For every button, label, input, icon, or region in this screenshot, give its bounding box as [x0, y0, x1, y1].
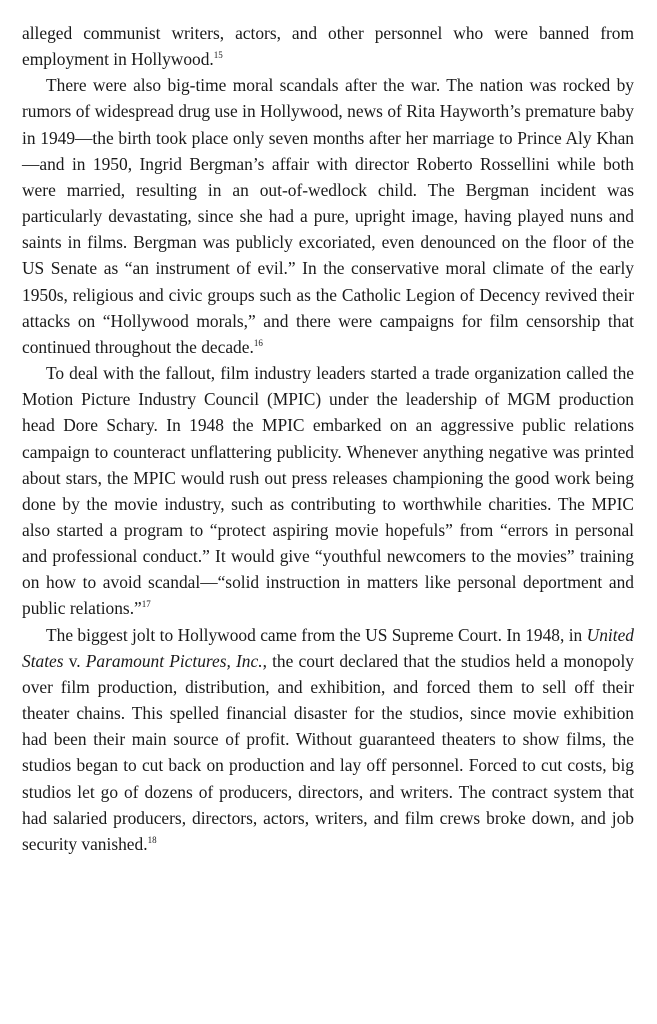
paragraph-4	[22, 622, 634, 857]
paragraph-3	[22, 360, 634, 622]
paragraph-text: The biggest jolt to Hollywood came from the US Supreme Court. In 1948, in	[46, 624, 587, 645]
paragraph-text: There were also big-time moral scandals after the war. The nation was rocked by rumors of widespread drug use in Hollywood, news of Rita Hayworth’s premature baby in 1949—the birth took place only seven months after her marriage to Prince Aly Khan—and in 1950, Ingrid Bergman’s affair with director Roberto Rossellini while both were married, resulting in an out-of-wedlock child. The Bergman incident was particularly devastating, since she had a pure, upright image, having played nuns and saints in films. Bergman was publicly excoriated, even denounced on the floor of the US Senate as “an instrument of evil.” In the conservative moral climate of the early 1950s, religious and civic groups such as the Catholic Legion of Decency revived their attacks on “Hollywood morals,” and there were campaigns for film censorship that continued throughout the decade.	[22, 75, 634, 357]
paragraph-text: To deal with the fallout, film industry leaders started a trade organization called the Motion Picture Industry Council (MPIC) under the leadership of MGM production head Dore Schary. In 1948 the MPIC embarked on an aggressive public relations campaign to counteract unflattering publicity. Whenever anything negative was printed about stars, the MPIC would rush out press releases championing the good work being done by the movie industry, such as contributing to worthwhile charities. The MPIC also started a program to “protect aspiring movie hopefuls” from “errors in personal and professional conduct.” It would give “youthful newcomers to the movies” training on how to avoid scandal—“solid instruction in matters like personal deportment and public relations.”	[22, 363, 634, 619]
book-page-body	[22, 20, 634, 857]
footnote-ref-18[interactable]: 18	[147, 835, 157, 846]
paragraph-text: v.	[63, 650, 86, 671]
footnote-ref-16[interactable]: 16	[253, 338, 263, 349]
paragraph-text: , the court declared that the studios held a monopoly over film production, distribution, and exhibition, and forced them to sell off their theater chains. This spelled financial disaster for the studios, since movie exhibition had been their main source of profit. Without guaranteed theaters to show films, the studios began to cut back on production and lay off personnel. Forced to cut costs, big studios let go of dozens of producers, directors, and writers. The contract system that had salaried producers, directors, actors, writers, and film crews broke down, and job security vanished.	[22, 650, 634, 854]
paragraph-2	[22, 72, 634, 360]
paragraph-text: alleged communist writers, actors, and other personnel who were banned from employment in Hollywood.	[22, 23, 634, 70]
footnote-ref-17[interactable]: 17	[141, 599, 151, 610]
case-name-paramount-pictures: Paramount Pictures, Inc.	[85, 650, 263, 671]
paragraph-1	[22, 20, 634, 72]
case-name-united-states: United States	[22, 624, 634, 671]
footnote-ref-15[interactable]: 15	[213, 50, 223, 61]
